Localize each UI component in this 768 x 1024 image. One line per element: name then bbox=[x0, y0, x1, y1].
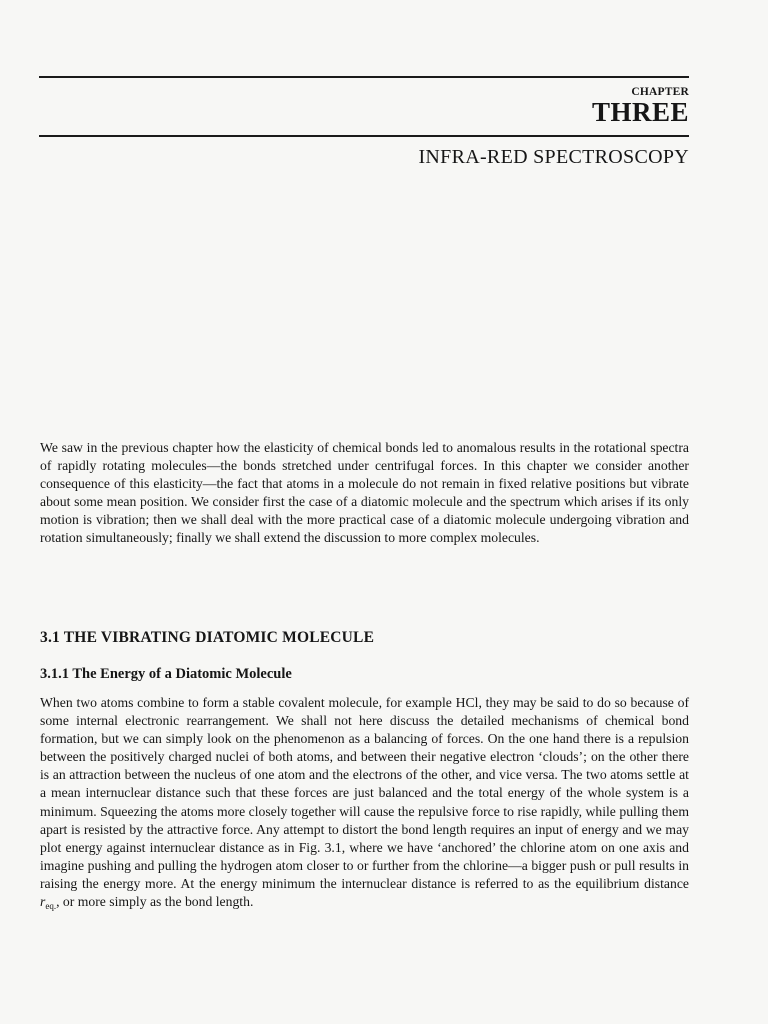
section-body-paragraph bbox=[40, 694, 689, 915]
header-rule bbox=[39, 135, 689, 137]
chapter-label: CHAPTER bbox=[631, 86, 689, 98]
chapter-title: INFRA-RED SPECTROSCOPY bbox=[418, 146, 689, 168]
chapter-number: THREE bbox=[591, 97, 689, 127]
top-rule bbox=[39, 76, 689, 78]
symbol-subscript-eq: eq. bbox=[45, 901, 57, 912]
body-text-start: When two atoms combine to form a stable covalent molecule, for example HCl, they may be said to do so because of some internal electronic rearrangement. We shall not here discuss the detailed mechanisms of chemical bond formation, but we can simply look on the phenomenon as a balancing of forces. On the one hand there is a repulsion between the positively charged nuclei of both atoms, and between their negative electron ‘clouds’; on the other there is an attraction between the nucleus of one atom and the electrons of the other, and vice versa. The two atoms settle at a mean internuclear distance such that these forces are just balanced and the total energy of the whole system is a minimum. Squeezing the atoms more closely together will cause the repulsive force to rise rapidly, while pulling them apart is resisted by the attractive force. Any attempt to distort the bond length requires an input of energy and we may plot energy against internuclear distance as in Fig. 3.1, where we have ‘anchored’ the chlorine atom on one axis and imagine pushing and pulling the hydrogen atom closer to or further from the chlorine—a bigger push or pull results in raising the energy more. At the energy minimum the internuclear distance is referred to as the equilibrium distance bbox=[40, 695, 689, 891]
body-text-end: , or more simply as the bond length. bbox=[56, 894, 254, 910]
subsection-heading: 3.1.1 The Energy of a Diatomic Molecule bbox=[40, 666, 292, 682]
symbol-r: r bbox=[40, 894, 46, 910]
section-heading: 3.1 THE VIBRATING DIATOMIC MOLECULE bbox=[40, 629, 375, 646]
intro-paragraph: We saw in the previous chapter how the elasticity of chemical bonds led to anomalous results in the rotational spectra of rapidly rotating molecules—the bonds stretched under centrifugal forces. In this chapter we consider another consequence of this elasticity—the fact that atoms in a molecule do not remain in fixed relative positions but vibrate about some mean position. We consider first the case of a diatomic molecule and the spectrum which arises if its only motion is vibration; then we shall deal with the more practical case of a diatomic molecule undergoing vibration and rotation simultaneously; finally we shall extend the discussion to more complex molecules. bbox=[40, 440, 689, 546]
